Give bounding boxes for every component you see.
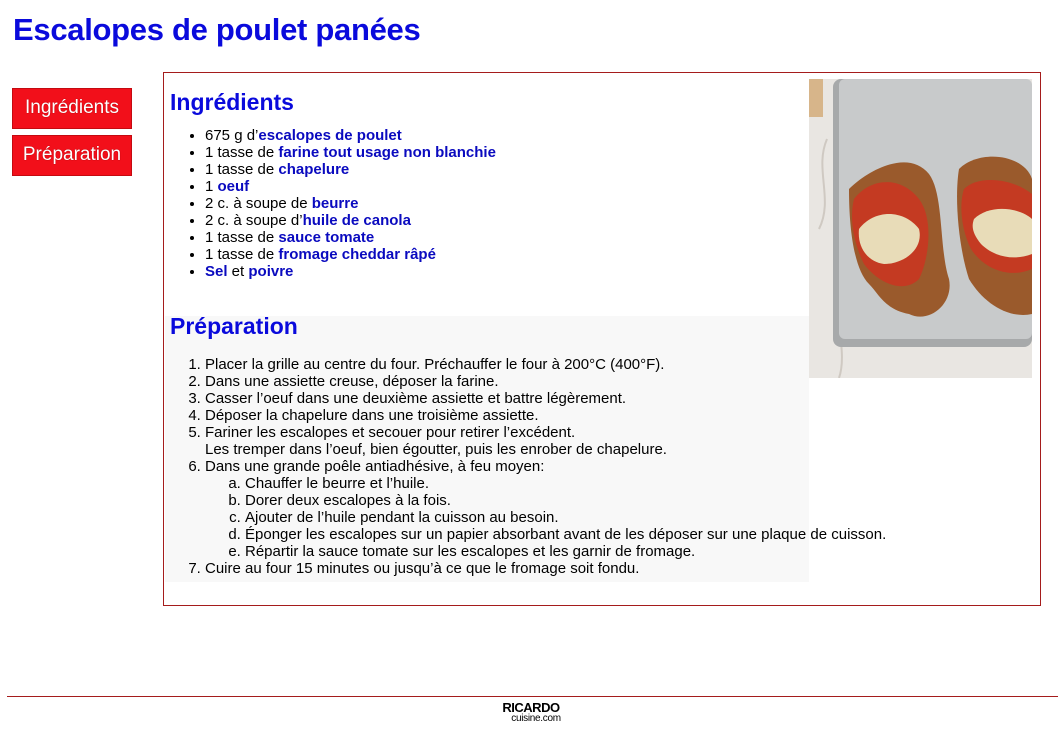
step-item: 3. Casser l’oeuf dans une deuxième assiette et battre légèrement. xyxy=(205,390,1030,407)
ingredient-link[interactable]: sauce tomate xyxy=(278,229,375,246)
ingredient-item: • 1 tasse de sauce tomate xyxy=(205,229,800,246)
footer-divider xyxy=(7,696,1058,697)
substep-item: e. Répartir la sauce tomate sur les escalopes et les garnir de fromage. xyxy=(245,543,1030,560)
logo-main-text: RICARDO xyxy=(502,700,560,715)
ingredient-item: • 1 tasse de farine tout usage non blanchie xyxy=(205,144,800,161)
step-item: 4. Déposer la chapelure dans une troisième assiette. xyxy=(205,407,1030,424)
substep-item: a. Chauffer le beurre et l’huile. xyxy=(245,475,1030,492)
page-title: Escalopes de poulet panées xyxy=(13,12,421,47)
substep-item: c. Ajouter de l’huile pendant la cuisson au besoin. xyxy=(245,509,1030,526)
ingredient-item: • Sel et poivre xyxy=(205,263,800,280)
step-item: 5. Fariner les escalopes et secouer pour retirer l’excédent. Les tremper dans l’oeuf, bien égoutter, puis les enrober de chapelure. xyxy=(205,424,1030,458)
preparation-heading: Préparation xyxy=(170,313,298,339)
substeps-list xyxy=(205,475,1030,560)
ingredients-heading: Ingrédients xyxy=(170,89,294,115)
ingredient-item: • 2 c. à soupe de beurre xyxy=(205,195,800,212)
step-item: 6. Dans une grande poêle antiadhésive, à feu moyen: a. Chauffer le beurre et l’huile. b. Dorer deux escalopes à la fois. c. Ajouter de l’huile pendant la cuisson au besoin. d. Éponger les escalopes sur un papier absorbant avant de les déposer sur une plaque de cuisson. e. Répartir la sauce tomate sur les escalopes et les garnir de fromage. xyxy=(205,458,1030,560)
ingredients-section xyxy=(170,89,800,280)
ingredient-link[interactable]: Sel xyxy=(205,263,228,280)
recipe-content xyxy=(163,72,1041,606)
ingredient-link[interactable]: fromage cheddar râpé xyxy=(278,246,436,263)
section-nav xyxy=(12,88,132,182)
ingredient-item: • 1 tasse de chapelure xyxy=(205,161,800,178)
ingredient-link[interactable]: beurre xyxy=(311,195,359,212)
step-item: 1. Placer la grille au centre du four. Préchauffer le four à 200°C (400°F). xyxy=(205,356,1030,373)
ingredient-item: • 2 c. à soupe d’huile de canola xyxy=(205,212,800,229)
substep-item: d. Éponger les escalopes sur un papier absorbant avant de les déposer sur une plaque de cuisson. xyxy=(245,526,1030,543)
nav-button-ingredients[interactable]: Ingrédients xyxy=(12,88,132,129)
ingredient-link[interactable]: poivre xyxy=(248,263,294,280)
ingredient-link[interactable]: chapelure xyxy=(278,161,350,178)
ingredient-link[interactable]: escalopes de poulet xyxy=(258,127,402,144)
ingredient-link[interactable]: oeuf xyxy=(217,178,250,195)
preparation-section xyxy=(170,313,1030,577)
logo-sub-text: cuisine.com xyxy=(511,713,561,724)
ingredient-link[interactable]: farine tout usage non blanchie xyxy=(278,144,496,161)
ingredient-item: • 1 oeuf xyxy=(205,178,800,195)
ingredients-list xyxy=(170,127,800,280)
ingredient-link[interactable]: huile de canola xyxy=(302,212,411,229)
ingredient-item: • 1 tasse de fromage cheddar râpé xyxy=(205,246,800,263)
nav-button-preparation[interactable]: Préparation xyxy=(12,135,132,176)
step-item: 2. Dans une assiette creuse, déposer la farine. xyxy=(205,373,1030,390)
ingredient-item: • 675 g d’escalopes de poulet xyxy=(205,127,800,144)
substep-item: b. Dorer deux escalopes à la fois. xyxy=(245,492,1030,509)
ricardo-logo[interactable] xyxy=(496,701,566,724)
step-item: 7. Cuire au four 15 minutes ou jusqu’à ce que le fromage soit fondu. xyxy=(205,560,1030,577)
preparation-steps xyxy=(170,356,1030,577)
